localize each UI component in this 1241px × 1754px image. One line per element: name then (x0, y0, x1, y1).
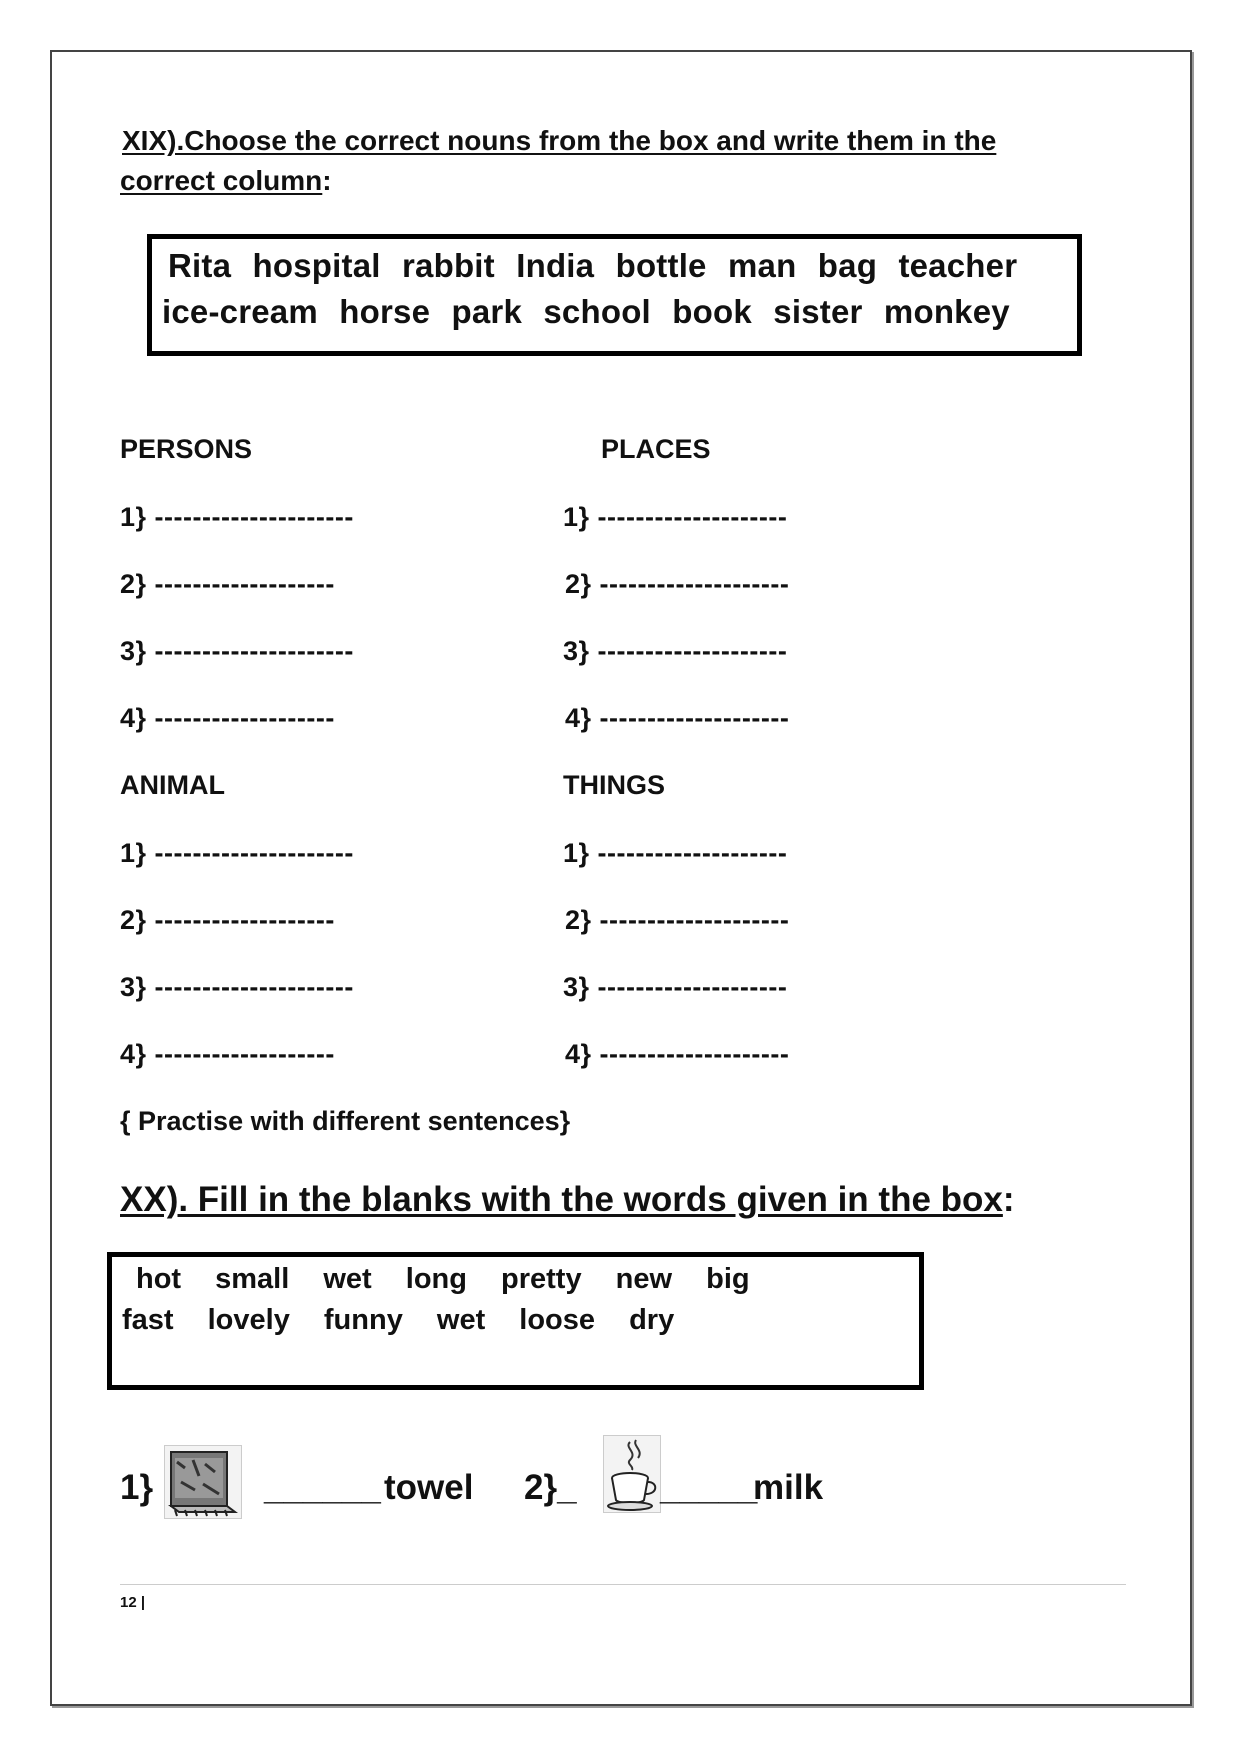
page-number: 12 | (120, 1594, 146, 1611)
things-item[interactable]: 4} -------------------- (565, 1039, 790, 1069)
towel-icon (165, 1446, 241, 1518)
persons-item[interactable]: 3} --------------------- (120, 636, 354, 666)
persons-heading: PERSONS (120, 434, 253, 464)
noun-word-box-line1: Rita hospital rabbit India bottle man bag teacher (168, 247, 1018, 284)
footer-divider (120, 1584, 1126, 1585)
cup-icon (604, 1436, 660, 1512)
towel-picture (164, 1445, 242, 1519)
q20-instruction (120, 1180, 1015, 1220)
places-heading: PLACES (601, 434, 711, 464)
things-heading: THINGS (563, 770, 666, 800)
persons-item[interactable]: 2} ------------------- (120, 569, 335, 599)
exercise-1-blank[interactable]: ______ (264, 1468, 381, 1507)
exercise-1-number: 1} (120, 1468, 154, 1507)
practise-note: { Practise with different sentences} (120, 1106, 571, 1136)
q19-line2-colon: : (322, 165, 332, 196)
places-item[interactable]: 1} -------------------- (563, 502, 788, 532)
adjective-word-box-line1: hot small wet long pretty new big (136, 1263, 750, 1295)
q20-title: XX). Fill in the blanks with the words given in the box (120, 1180, 1003, 1219)
animal-item[interactable]: 2} ------------------- (120, 905, 335, 935)
persons-item[interactable]: 4} ------------------- (120, 703, 335, 733)
noun-word-box-line2: ice-cream horse park school book sister monkey (162, 293, 1010, 330)
animal-item[interactable]: 3} --------------------- (120, 972, 354, 1002)
things-item[interactable]: 3} -------------------- (563, 972, 788, 1002)
animal-heading: ANIMAL (120, 770, 225, 800)
noun-word-box (147, 234, 1082, 356)
things-item[interactable]: 2} -------------------- (565, 905, 790, 935)
q19-line2-underlined: correct column (120, 165, 323, 196)
places-item[interactable]: 3} -------------------- (563, 636, 788, 666)
exercise-2-blank[interactable]: _____ (660, 1468, 758, 1507)
q19-instruction-line1: XIX).Choose the correct nouns from the box and write them in the (122, 125, 997, 156)
exercise-1-word: towel (384, 1468, 474, 1507)
persons-item[interactable]: 1} --------------------- (120, 502, 354, 532)
milk-cup-picture (603, 1435, 661, 1513)
exercise-2-word: milk (753, 1468, 824, 1507)
things-item[interactable]: 1} -------------------- (563, 838, 788, 868)
adjective-word-box (107, 1252, 924, 1390)
places-item[interactable]: 2} -------------------- (565, 569, 790, 599)
exercise-2-number: 2}_ (524, 1468, 577, 1507)
q19-instruction-line2 (120, 165, 332, 197)
places-item[interactable]: 4} -------------------- (565, 703, 790, 733)
adjective-word-box-line2: fast lovely funny wet loose dry (122, 1304, 675, 1336)
animal-item[interactable]: 1} --------------------- (120, 838, 354, 868)
animal-item[interactable]: 4} ------------------- (120, 1039, 335, 1069)
q20-colon: : (1002, 1180, 1015, 1219)
